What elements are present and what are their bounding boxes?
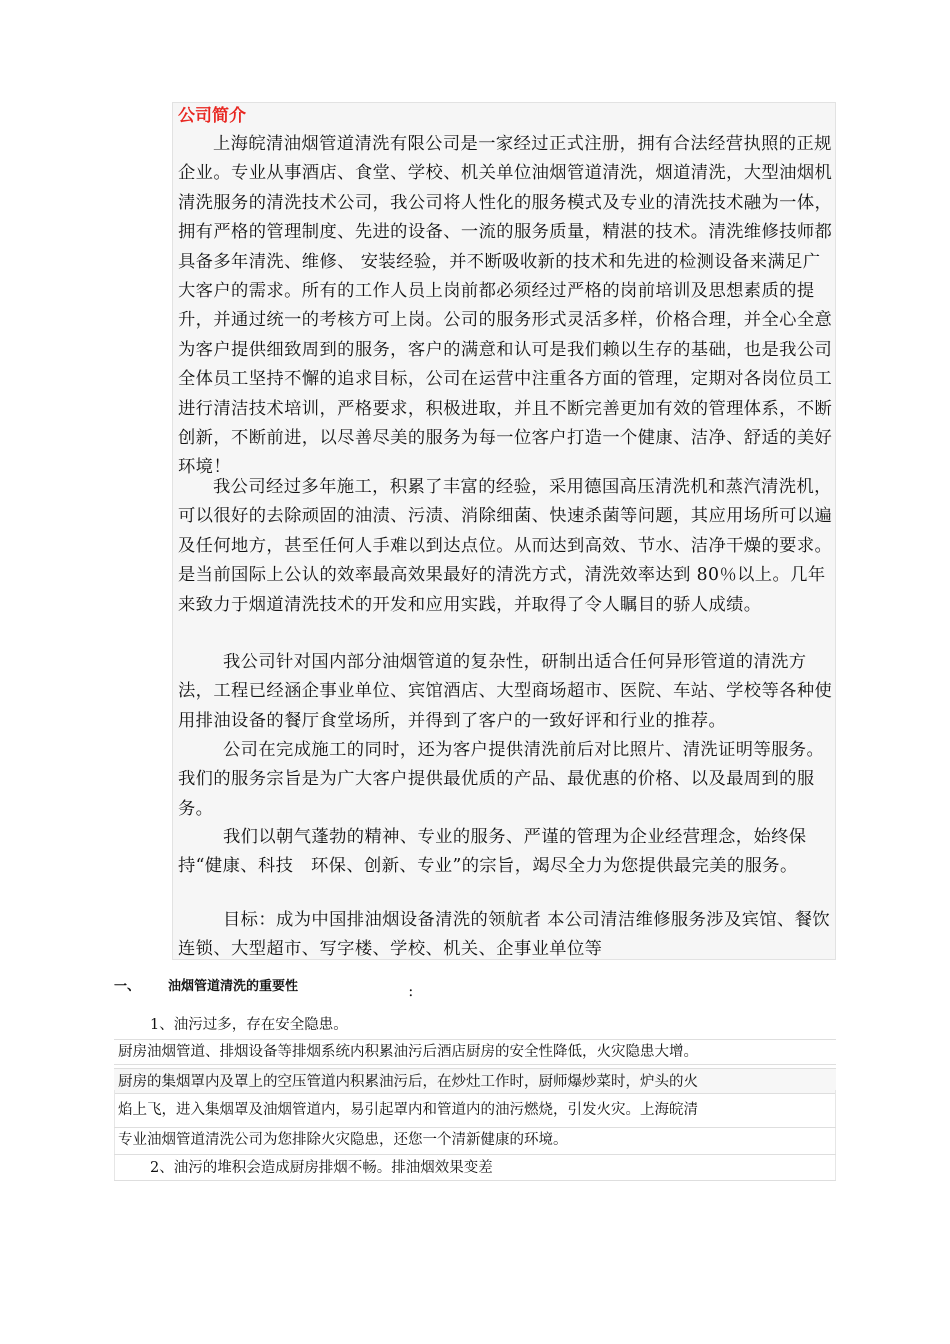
intro-paragraph-6: 目标：成为中国排油烟设备清洗的领航者 本公司清洁维修服务涉及宾馆、餐饮连锁、大型超市、写字楼、学校、机关、企事业单位等 <box>178 910 831 960</box>
body-line-5: 专业油烟管道清洗公司为您排除火灾隐患，还您一个清新健康的环境。 <box>118 1132 568 1148</box>
body-line-1: 1、油污过多，存在安全隐患。 <box>150 1017 348 1033</box>
intro-title: 公司简介 <box>178 106 246 126</box>
intro-paragraph-5: 我们以朝气蓬勃的精神、专业的服务、严谨的管理为企业经营理念，始终保持“健康、科技 环保、创新、专业”的宗旨，竭尽全力为您提供最完美的服务。 <box>178 827 807 877</box>
intro-paragraph-3: 我公司针对国内部分油烟管道的复杂性，研制出适合任何异形管道的清洗方法，工程已经涵企事业单位、宾馆酒店、大型商场超市、医院、车站、学校等各种使用排油设备的餐厅食堂场所，并得到了客户的一致好评和行业的推荐。 <box>178 652 833 731</box>
body-line-6: 2、油污的堆积会造成厨房排烟不畅。排油烟效果变差 <box>150 1160 493 1176</box>
section-number: 一、 <box>114 979 141 994</box>
body-line-3: 厨房的集烟罩内及罩上的空压管道内积累油污后，在炒灶工作时，厨师爆炒菜时，炉头的火 <box>118 1074 698 1090</box>
intro-paragraph-2: 我公司经过多年施工，积累了丰富的经验，采用德国高压清洗机和蒸汽清洗机，可以很好的去除顽固的油渍、污渍、消除细菌、快速杀菌等问题，其应用场所可以遍及任何地方，甚至任何人手难以到达点位。从而达到高效、节水、洁净干燥的要求。是当前国际上公认的效率最高效果最好的清洗方式，清洗效率达到 80％以上。几年来致力于烟道清洗技术的开发和应用实践，并取得了令人瞩目的骄人成绩。 <box>178 477 833 615</box>
intro-paragraph-4: 公司在完成施工的同时，还为客户提供清洗前后对比照片、清洗证明等服务。我们的服务宗旨是为广大客户提供最优质的产品、最优惠的价格、以及最周到的服务。 <box>178 740 825 819</box>
section-title: 油烟管道清洗的重要性 <box>168 979 299 994</box>
heading-colon: ： <box>408 985 421 999</box>
body-line-2: 厨房油烟管道、排烟设备等排烟系统内积累油污后酒店厨房的安全性降低，火灾隐患大增。 <box>118 1044 698 1060</box>
intro-paragraph-1: 上海皖清油烟管道清洗有限公司是一家经过正式注册，拥有合法经营执照的正规企业。专业从事酒店、食堂、学校、机关单位油烟管道清洗，烟道清洗，大型油烟机清洗服务的清洗技术公司，我公司将人性化的服务模式及专业的清洗技术融为一体，拥有严格的管理制度、先进的设备、一流的服务质量，精湛的技术。清洗维修技师都具备多年清洗、维修、 安装经验，并不断吸收新的技术和先进的检测设备来满足广大客户的需求。所有的工作人员上岗前都必须经过严格的岗前培训及思想素质的提升，并通过统一的考核方可上岗。公司的服务形式灵活多样，价格合理，并全心全意为客户提供细致周到的服务，客户的满意和认可是我们赖以生存的基础，也是我公司全体员工坚持不懈的追求目标，公司在运营中注重各方面的管理，定期对各岗位员工进行清洁技术培训，严格要求，积极进取，并且不断完善更加有效的管理体系，不断创新，不断前进，以尽善尽美的服务为每一位客户打造一个健康、洁净、舒适的美好环境！ <box>178 134 833 478</box>
body-line-4: 焰上飞，进入集烟罩及油烟管道内，易引起罩内和管道内的油污燃烧，引发火灾。上海皖清 <box>118 1102 698 1118</box>
section-heading <box>114 976 298 998</box>
